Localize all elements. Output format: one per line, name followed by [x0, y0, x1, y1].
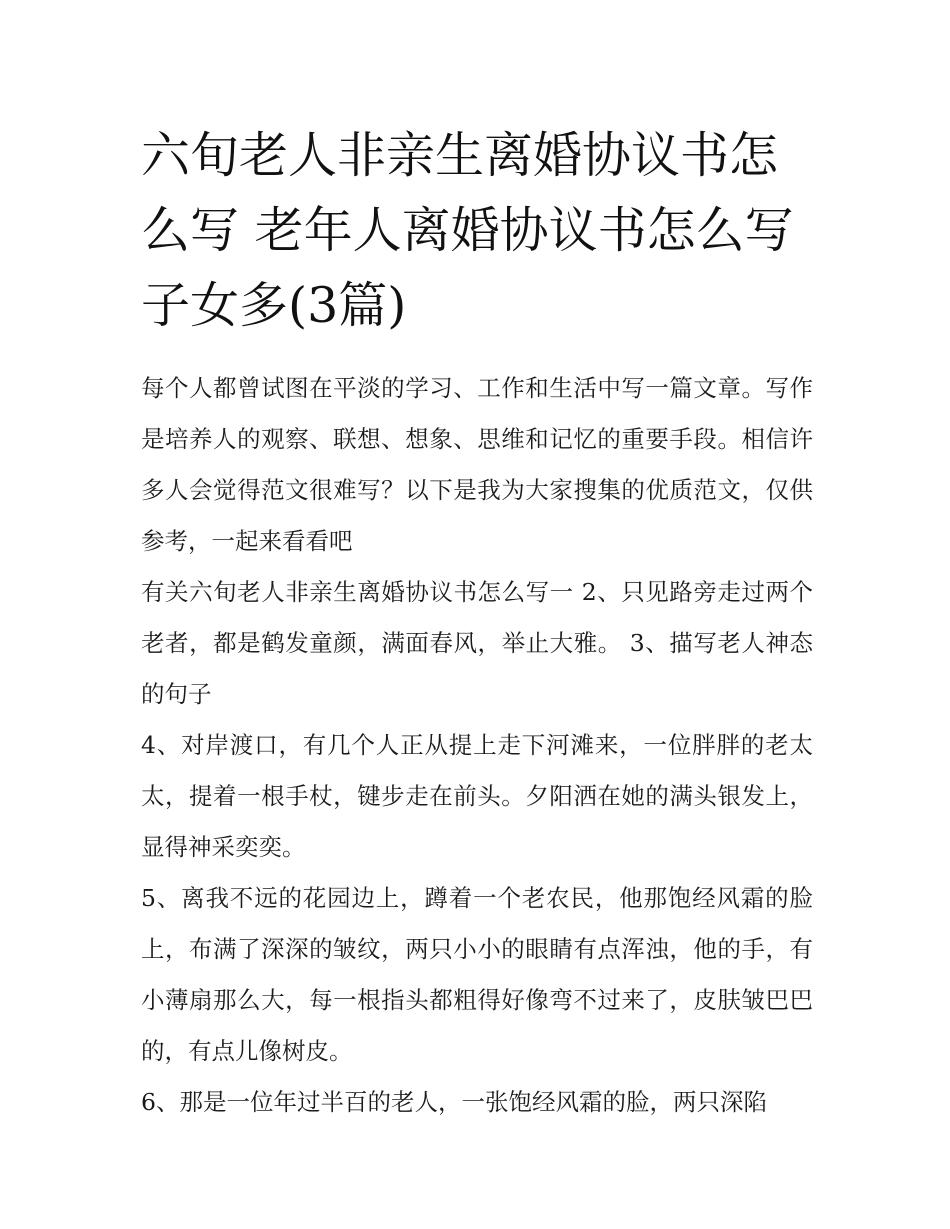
paragraph-item-6: 6、那是一位年过半百的老人，一张饱经风霜的脸，两只深陷 — [141, 1088, 767, 1116]
document-content — [141, 118, 813, 1128]
paragraph-intro: 每个人都曾试图在平淡的学习、工作和生活中写一篇文章。写作是培养人的观察、联想、想象、思维和记忆的重要手段。相信许多人会觉得范文很难写？以下是我为大家搜集的优质范文，仅供参考，一起来看看吧 — [141, 374, 813, 555]
paragraph-item-4: 4、对岸渡口，有几个人正从提上走下河滩来，一位胖胖的老太太，提着一根手杖，键步走在前头。夕阳洒在她的满头银发上，显得神采奕奕。 — [141, 731, 813, 861]
document-body — [141, 363, 813, 1128]
document-title: 六旬老人非亲生离婚协议书怎么写 老年人离婚协议书怎么写子女多(3篇) — [141, 127, 794, 334]
paragraph-item-5: 5、离我不远的花园边上，蹲着一个老农民，他那饱经风霜的脸上，布满了深深的皱纹，两只小小的眼睛有点浑浊，他的手，有小薄扇那么大，每一根指头都粗得好像弯不过来了，皮肤皱巴巴的，有点儿像树皮。 — [141, 884, 813, 1065]
paragraph-section-one: 有关六旬老人非亲生离婚协议书怎么写一 2、只见路旁走过两个老者，都是鹤发童颜，满面春风，举止大雅。 3、描写老人神态的句子 — [141, 578, 813, 708]
